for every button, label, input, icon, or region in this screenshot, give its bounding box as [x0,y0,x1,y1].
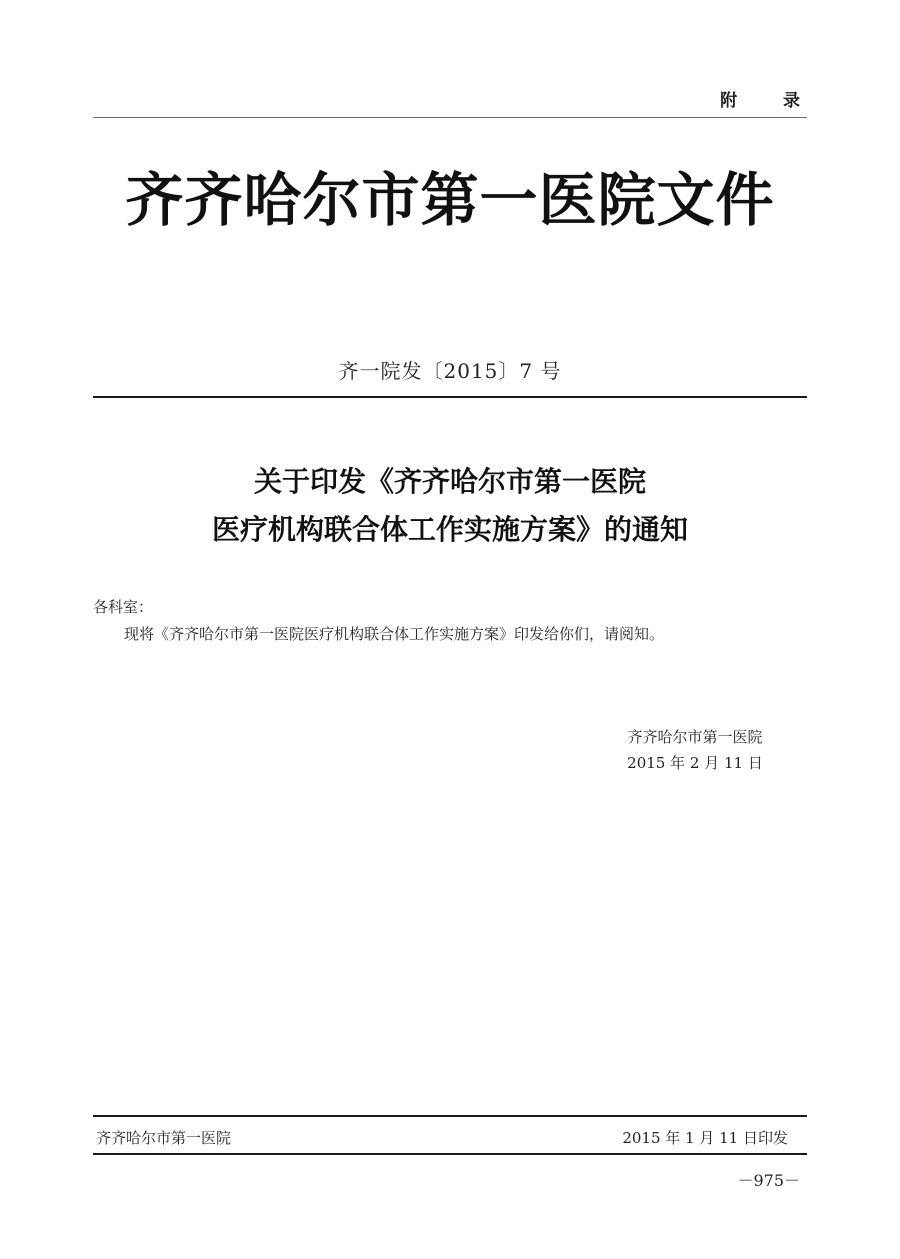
signature-date: 2015 年 2 月 11 日 [627,754,763,772]
document-title-line-1: 关于印发《齐齐哈尔市第一医院 [253,465,646,498]
document-title [93,458,807,554]
page-number: －975－ [737,1171,800,1190]
document-number: 齐一院发〔2015〕7 号 [338,359,562,383]
document-masthead: 齐齐哈尔市第一医院文件 [125,166,775,234]
footer-issue-date: 2015 年 1 月 11 日印发 [622,1129,788,1147]
masthead-divider [93,396,807,398]
body-paragraph: 现将《齐齐哈尔市第一医院医疗机构联合体工作实施方案》印发给你们，请阅知。 [124,625,665,643]
salutation: 各科室： [93,598,154,616]
document-title-line-2: 医疗机构联合体工作实施方案》的通知 [211,513,688,546]
footer-divider-top [93,1115,807,1117]
footer-issuer: 齐齐哈尔市第一医院 [96,1129,232,1147]
footer-divider-bottom [93,1153,807,1155]
running-head: 附 录 [720,91,820,111]
signature-block [560,724,830,776]
header-divider [93,117,807,118]
signature-organization: 齐齐哈尔市第一医院 [627,728,763,746]
